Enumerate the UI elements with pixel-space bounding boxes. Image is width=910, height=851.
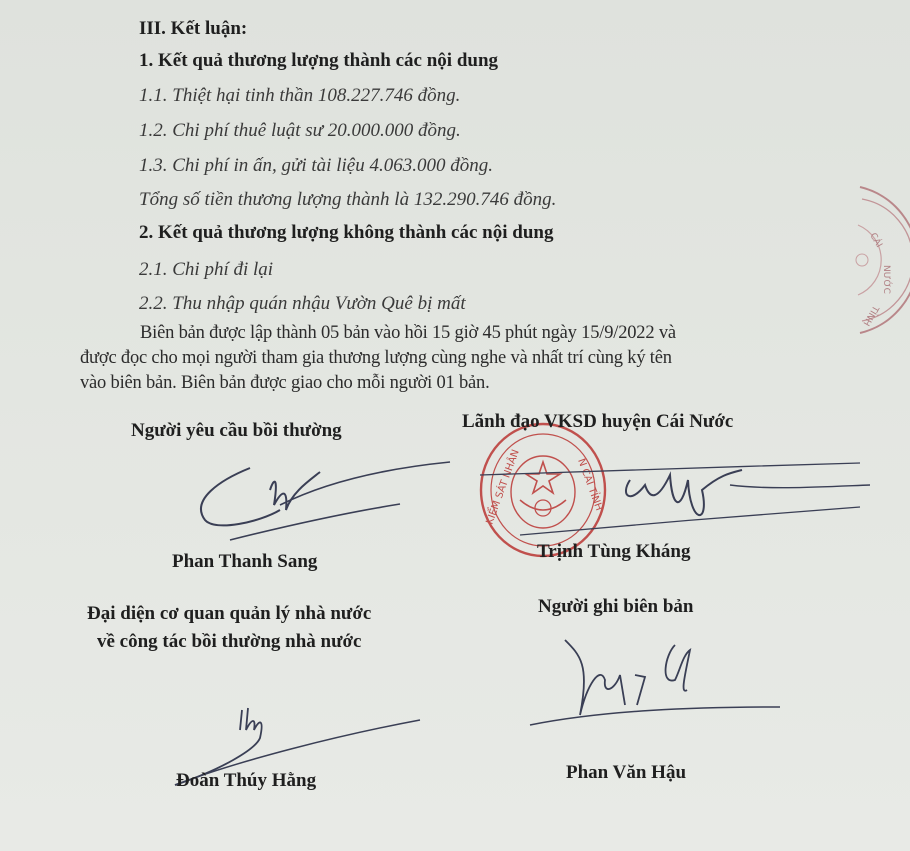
part1-total: Tổng số tiền thương lượng thành là 132.290.746 đồng. [139,189,557,210]
part1-title: 1. Kết quả thương lượng thành các nội dung [139,50,499,71]
partial-stamp-icon [840,185,910,335]
part1-item-1: 1.1. Thiệt hại tinh thần 108.227.746 đồng. [139,85,461,106]
leader-signature-icon [480,445,880,545]
closing-line-3: vào biên bản. Biên bản được giao cho mỗi người 01 bản. [80,373,490,393]
part2-item-2: 2.2. Thu nhập quán nhậu Vườn Quê bị mất [139,293,466,314]
closing-line-1: Biên bản được lập thành 05 bản vào hồi 15 giờ 45 phút ngày 15/9/2022 và [140,323,676,343]
leader-name: Trịnh Tùng Kháng [537,541,691,562]
claimant-signature-icon [170,450,460,550]
state-rep-role-line-1: Đại diện cơ quan quản lý nhà nước [87,603,372,624]
svg-text:KIỂM SÁT NHÂN: KIỂM SÁT NHÂN [484,448,522,527]
claimant-role: Người yêu cầu bồi thường [131,420,342,441]
svg-text:TỈNH: TỈNH [860,303,881,328]
svg-text:N CÁI TỈNH: N CÁI TỈNH [575,457,605,513]
part1-item-3: 1.3. Chi phí in ấn, gửi tài liệu 4.063.000 đồng. [139,155,493,176]
svg-text:CÁI: CÁI [867,231,884,250]
svg-text:NƯỚC: NƯỚC [881,265,891,294]
recorder-signature-icon [525,635,785,730]
part2-title: 2. Kết quả thương lượng không thành các nội dung [139,222,554,243]
recorder-name: Phan Văn Hậu [566,762,687,783]
section-heading: III. Kết luận: [139,18,248,39]
closing-line-2: được đọc cho mọi người tham gia thương lượng cùng nghe và nhất trí cùng ký tên [80,348,672,368]
part1-item-2: 1.2. Chi phí thuê luật sư 20.000.000 đồng. [139,120,461,141]
part2-item-1: 2.1. Chi phí đi lại [139,259,274,280]
recorder-role: Người ghi biên bản [538,596,694,617]
state-rep-name: Đoàn Thúy Hằng [176,770,317,791]
state-rep-role-line-2: về công tác bồi thường nhà nước [97,631,362,652]
leader-role: Lãnh đạo VKSD huyện Cái Nước [462,411,734,432]
claimant-name: Phan Thanh Sang [172,551,318,572]
